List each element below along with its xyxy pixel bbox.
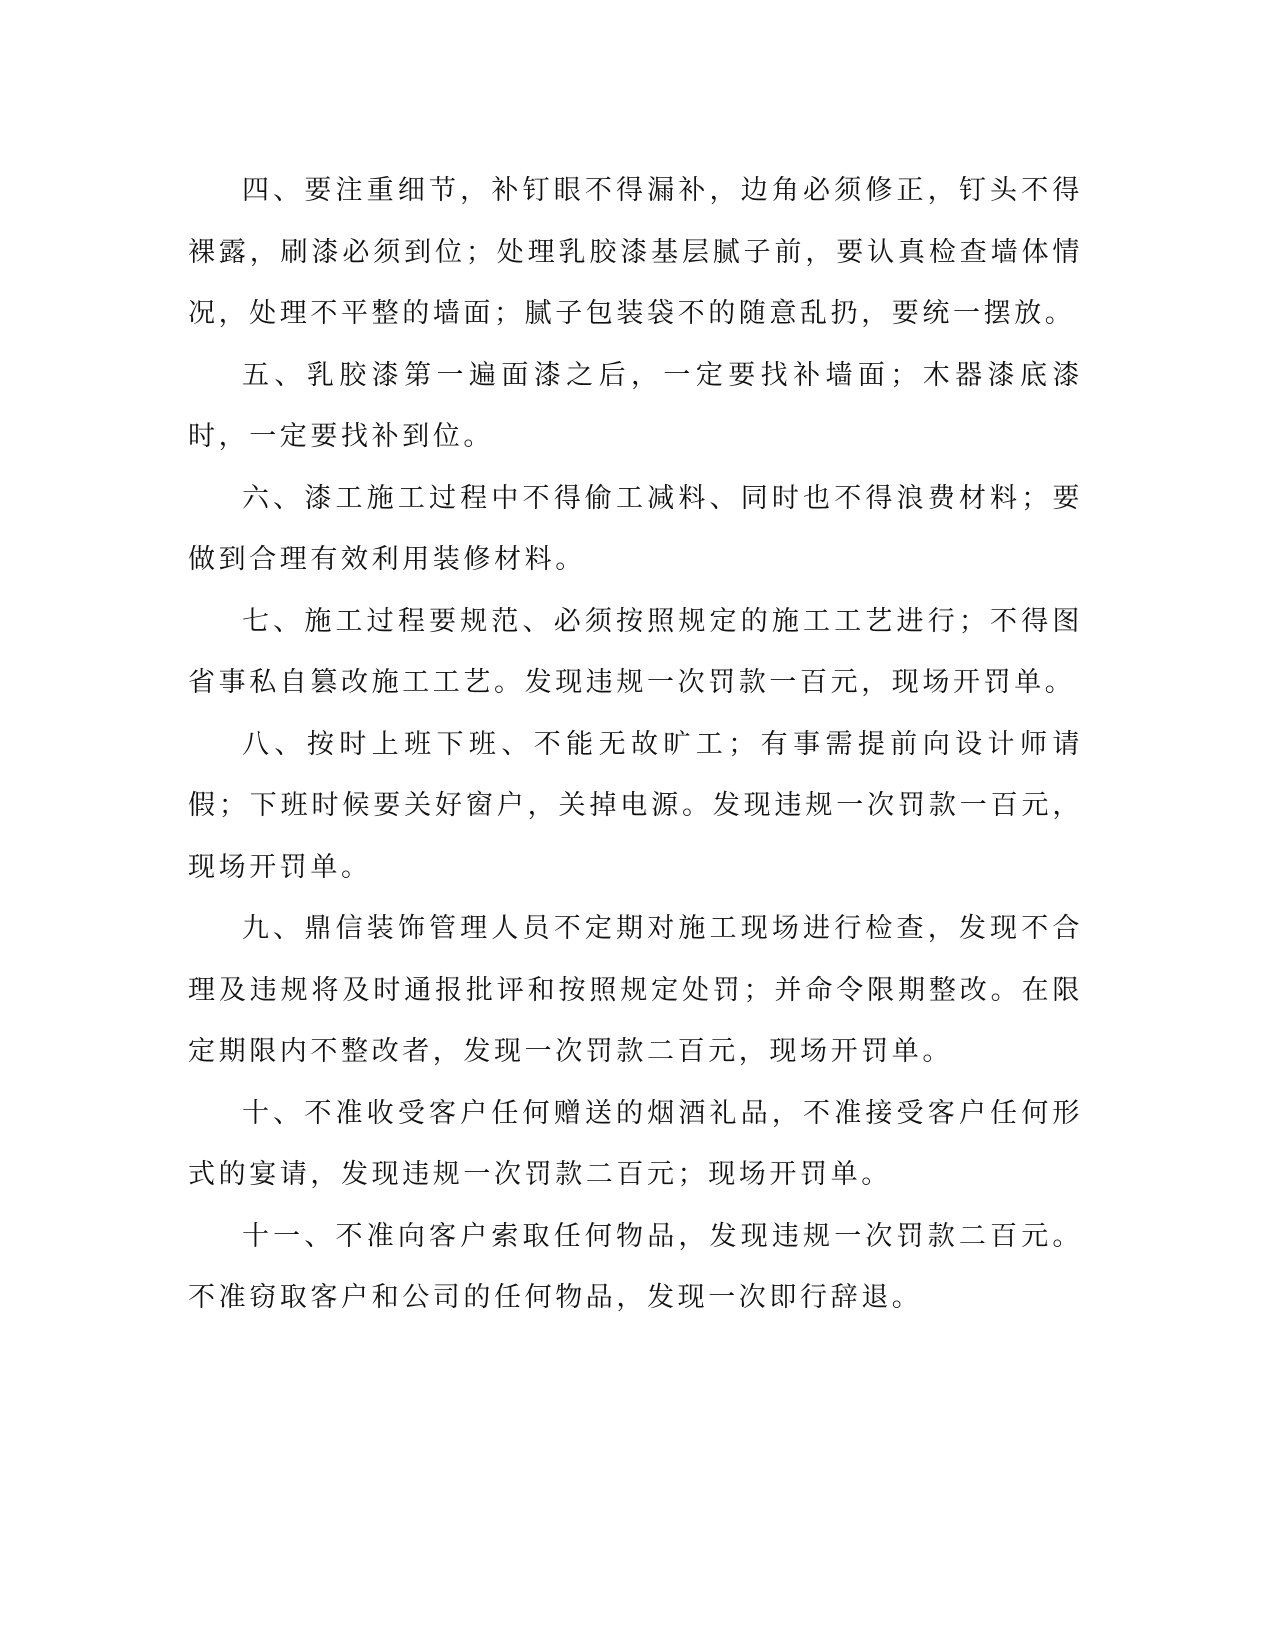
document-body — [188, 160, 1083, 1329]
paragraph-rule-6: 六、漆工施工过程中不得偷工减料、同时也不得浪费材料；要做到合理有效利用装修材料。 — [188, 482, 1083, 575]
paragraph-rule-5: 五、乳胶漆第一遍面漆之后，一定要找补墙面；木器漆底漆时，一定要找补到位。 — [188, 359, 1083, 452]
paragraph-rule-9: 九、鼎信装饰管理人员不定期对施工现场进行检查，发现不合理及违规将及时通报批评和按照规定处罚；并命令限期整改。在限定期限内不整改者，发现一次罚款二百元，现场开罚单。 — [188, 913, 1083, 1067]
paragraph-rule-11: 十一、不准向客户索取任何物品，发现违规一次罚款二百元。不准窃取客户和公司的任何物品，发现一次即行辞退。 — [188, 1220, 1083, 1313]
paragraph-rule-7: 七、施工过程要规范、必须按照规定的施工工艺进行；不得图省事私自篡改施工工艺。发现违规一次罚款一百元，现场开罚单。 — [188, 605, 1083, 698]
paragraph-rule-4: 四、要注重细节，补钉眼不得漏补，边角必须修正，钉头不得裸露，刷漆必须到位；处理乳胶漆基层腻子前，要认真检查墙体情况，处理不平整的墙面；腻子包装袋不的随意乱扔，要统一摆放。 — [188, 175, 1083, 329]
paragraph-rule-10: 十、不准收受客户任何赠送的烟酒礼品，不准接受客户任何形式的宴请，发现违规一次罚款二百元；现场开罚单。 — [188, 1097, 1083, 1190]
paragraph-rule-8: 八、按时上班下班、不能无故旷工；有事需提前向设计师请假；下班时候要关好窗户，关掉电源。发现违规一次罚款一百元，现场开罚单。 — [188, 728, 1083, 883]
